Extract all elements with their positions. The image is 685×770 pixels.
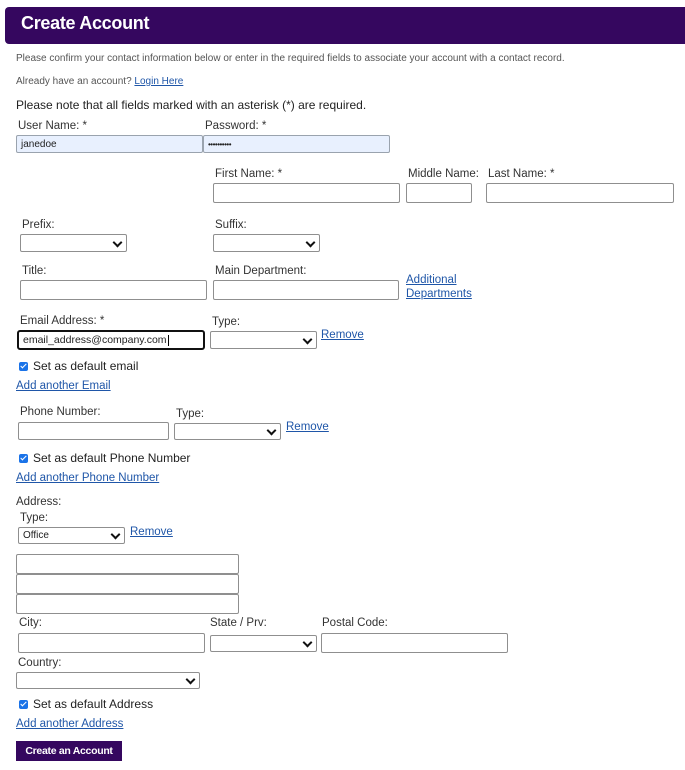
state-select[interactable]: [210, 635, 317, 652]
address-type-value: Office: [23, 530, 49, 541]
postal-code-label: Postal Code:: [322, 617, 388, 629]
email-default-row: [19, 359, 138, 373]
password-value: ••••••••••: [208, 139, 232, 149]
address-default-checkbox[interactable]: [19, 700, 28, 709]
phone-type-label: Type:: [176, 408, 205, 420]
chevron-down-icon: [267, 427, 276, 436]
email-label: Email Address: *: [20, 315, 105, 327]
required-note: Please note that all fields marked with an asterisk (*) are required.: [16, 98, 367, 112]
address-line1-input[interactable]: [16, 554, 239, 574]
address-type-select[interactable]: [18, 527, 125, 544]
username-input[interactable]: [16, 135, 203, 153]
login-prompt: [16, 76, 183, 87]
title-label: Title:: [22, 265, 47, 277]
phone-input[interactable]: [18, 422, 169, 440]
phone-label: Phone Number:: [20, 406, 101, 418]
middle-name-label: Middle Name:: [408, 168, 479, 180]
intro-description: Please confirm your contact information below or enter in the required fields to associate your account with a contact record.: [16, 53, 565, 64]
chevron-down-icon: [303, 639, 312, 648]
email-default-label: Set as default email: [33, 359, 139, 373]
first-name-label: First Name: *: [215, 168, 283, 180]
already-have-account-text: Already have an account?: [16, 76, 132, 87]
address-line2-input[interactable]: [16, 574, 239, 594]
chevron-down-icon: [111, 531, 120, 540]
email-type-select[interactable]: [210, 331, 317, 349]
country-select[interactable]: [16, 672, 200, 689]
address-line3-input[interactable]: [16, 594, 239, 614]
main-department-label: Main Department:: [215, 265, 307, 277]
state-label: State / Prv:: [210, 617, 267, 629]
chevron-down-icon: [186, 676, 195, 685]
email-default-checkbox[interactable]: [19, 362, 28, 371]
first-name-input[interactable]: [213, 183, 400, 203]
add-another-phone-link[interactable]: Add another Phone Number: [16, 472, 160, 484]
password-label: Password: *: [205, 120, 267, 132]
add-another-address-link[interactable]: Add another Address: [16, 718, 124, 730]
additional-departments-line2[interactable]: Departments: [406, 288, 472, 300]
address-type-label: Type:: [20, 512, 49, 524]
chevron-down-icon: [306, 239, 315, 248]
username-value: janedoe: [21, 138, 57, 150]
title-input[interactable]: [20, 280, 207, 300]
address-section-label: Address:: [16, 496, 62, 508]
address-default-row: [19, 697, 153, 711]
prefix-select[interactable]: [20, 234, 127, 252]
chevron-down-icon: [303, 336, 312, 345]
password-input[interactable]: [203, 135, 390, 153]
page-title: Create Account: [21, 13, 150, 33]
email-input[interactable]: [17, 330, 205, 350]
email-value: email_address@company.com: [23, 334, 167, 346]
city-label: City:: [19, 617, 42, 629]
additional-departments-link[interactable]: [406, 273, 472, 301]
suffix-label: Suffix:: [215, 219, 247, 231]
address-remove-link[interactable]: Remove: [130, 526, 173, 538]
add-another-email-link[interactable]: Add another Email: [16, 380, 111, 392]
address-default-label: Set as default Address: [33, 697, 154, 711]
username-label: User Name: *: [18, 120, 88, 132]
city-input[interactable]: [18, 633, 205, 653]
last-name-label: Last Name: *: [488, 168, 555, 180]
postal-code-input[interactable]: [321, 633, 508, 653]
main-department-input[interactable]: [213, 280, 399, 300]
chevron-down-icon: [113, 239, 122, 248]
middle-name-input[interactable]: [406, 183, 472, 203]
phone-remove-link[interactable]: Remove: [286, 421, 329, 433]
country-label: Country:: [18, 657, 62, 669]
last-name-input[interactable]: [486, 183, 674, 203]
create-an-account-button[interactable]: Create an Account: [16, 741, 122, 761]
additional-departments-line1[interactable]: Additional: [406, 274, 457, 286]
login-here-link[interactable]: Login Here: [134, 76, 184, 87]
suffix-select[interactable]: [213, 234, 320, 252]
phone-default-row: [19, 451, 190, 465]
text-caret: [168, 335, 169, 346]
email-remove-link[interactable]: Remove: [321, 329, 364, 341]
prefix-label: Prefix:: [22, 219, 55, 231]
email-type-label: Type:: [212, 316, 241, 328]
phone-type-select[interactable]: [174, 423, 281, 440]
phone-default-label: Set as default Phone Number: [33, 451, 191, 465]
phone-default-checkbox[interactable]: [19, 454, 28, 463]
